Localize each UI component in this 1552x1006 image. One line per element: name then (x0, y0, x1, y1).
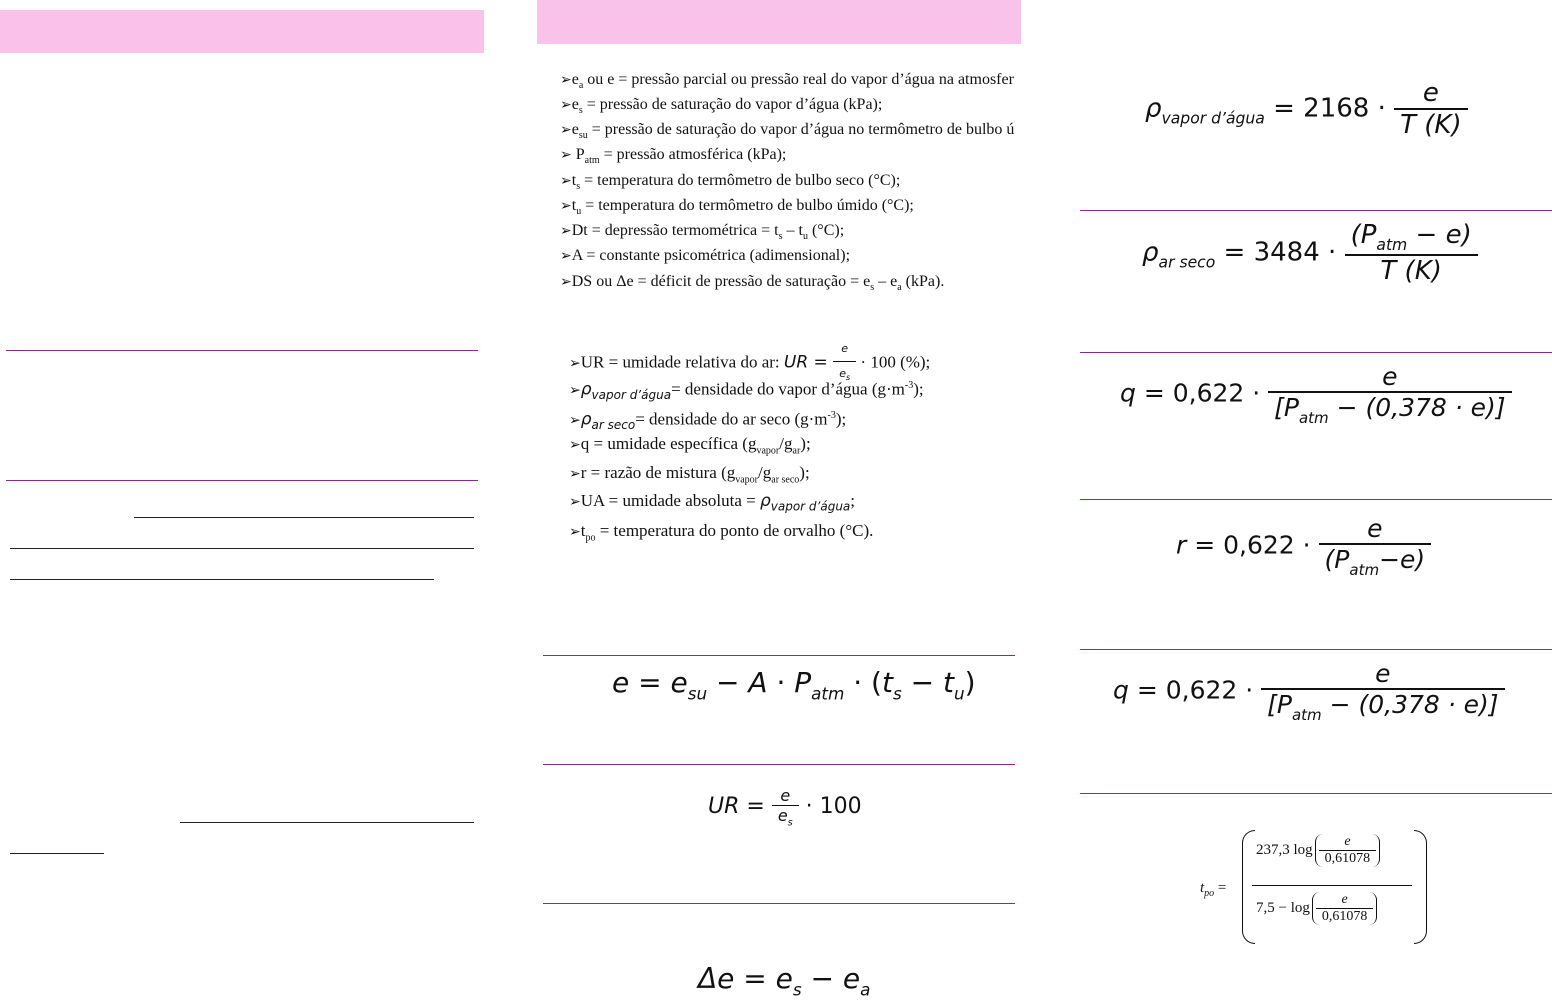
symbol-tu: $➢t_u$ = temperatura do termômetro de bulbo úmido (°C); (560, 197, 914, 218)
symbol-rho-ar: $➢\rho_{ar seco}=$ densidade do ar seco $(g\cdot m^{-3})$; (569, 409, 847, 433)
fill-blank-1[interactable] (134, 517, 474, 518)
formula-q: q = 0,622 · $\frac{e}{[P_{atm} - (0,378 \cdot e)]}$ (1120, 362, 1512, 427)
fill-blank-4[interactable] (180, 822, 474, 823)
symbol-rho-vapor: $➢\rho_{vapor d’água}=$ densidade do vapor d’água $(g\cdot m^{-3})$; (569, 379, 924, 403)
fill-blank-5[interactable] (10, 853, 104, 854)
symbol-ts: $➢t_s$ = temperatura do termômetro de bulbo seco (°C); (560, 172, 901, 193)
right-divider-2 (1080, 352, 1552, 353)
fill-blank-2[interactable] (10, 548, 474, 549)
symbol-dt: ➢Dt = depressão termométrica = $t_s - t_u$ (°C); (560, 222, 845, 243)
mid-divider-1 (543, 655, 1015, 656)
formula-delta-e: $\Delta e = e_s - e_a$ (698, 962, 871, 1000)
mid-divider-3 (543, 903, 1015, 904)
formula-ur: UR = $\frac{e}{e_s}$ · 100 (708, 786, 862, 829)
symbol-q: ➢q = umidade específica $(g_{vapor}/g_{ar})$; (569, 434, 811, 457)
symbol-es: $➢e_s$ = pressão de saturação do vapor d’água (kPa); (560, 96, 883, 117)
formula-rho-ar: $\rho_{ar seco} = 3484$ · $\frac{(P_{atm} - e)}{T (K)}$ (1142, 220, 1478, 286)
symbol-ds: ➢DS ou Δe = déficit de pressão de saturação = $e_s - e_a$ (kPa). (560, 273, 945, 294)
right-divider-1 (1080, 210, 1552, 211)
symbol-a: ➢A = constante psicométrica (adimensional); (560, 247, 851, 264)
right-divider-4 (1080, 649, 1552, 650)
symbol-list-top (560, 0, 1048, 300)
symbol-patm: ➢ $P_{atm}$ = pressão atmosférica (kPa); (560, 146, 787, 167)
tpo-right-paren (1414, 830, 1427, 944)
symbol-tpo: $➢t_{po}$ = temperatura do ponto de orvalho (°C). (569, 521, 874, 544)
left-header-bar (0, 10, 484, 53)
right-divider-3 (1080, 499, 1552, 500)
formula-r: r = 0,622 · $\frac{e}{(P_{atm}-e)}$ (1176, 514, 1431, 579)
mid-divider-2 (543, 764, 1015, 765)
left-divider-2 (6, 480, 478, 481)
symbol-ua: ➢UA = umidade absoluta = $\rho_{vapor d’água}$; (569, 491, 856, 514)
tpo-left-paren (1242, 830, 1255, 944)
fill-blank-3[interactable] (10, 579, 434, 580)
symbol-ur: ➢UR = umidade relativa do ar: UR = $\frac{e}{e_s}$ · 100 (%); (569, 337, 930, 390)
symbol-r: ➢r = razão de mistura $(g_{vapor}/g_{ar seco})$; (569, 463, 810, 486)
left-divider-1 (6, 350, 478, 351)
formula-rho-vapor: $\rho_{vapor d’água} = 2168$ · $\frac{e}{T (K)}$ (1145, 78, 1468, 140)
symbol-ea: $➢e_a$ ou e = pressão parcial ou pressão real do vapor d’água na atmosfer (560, 71, 1014, 92)
formula-e: $e = e_{su} - A \cdot P_{atm} \cdot (t_s - t_u)$ (612, 666, 976, 704)
symbol-esu: $➢e_{su}$ = pressão de saturação do vapor d’água no termômetro de bulbo ú (560, 121, 1015, 142)
formula-q-repeat: q = 0,622 · $\frac{e}{[P_{atm} - (0,378 \cdot e)]}$ (1113, 659, 1505, 724)
right-divider-5 (1080, 793, 1552, 794)
